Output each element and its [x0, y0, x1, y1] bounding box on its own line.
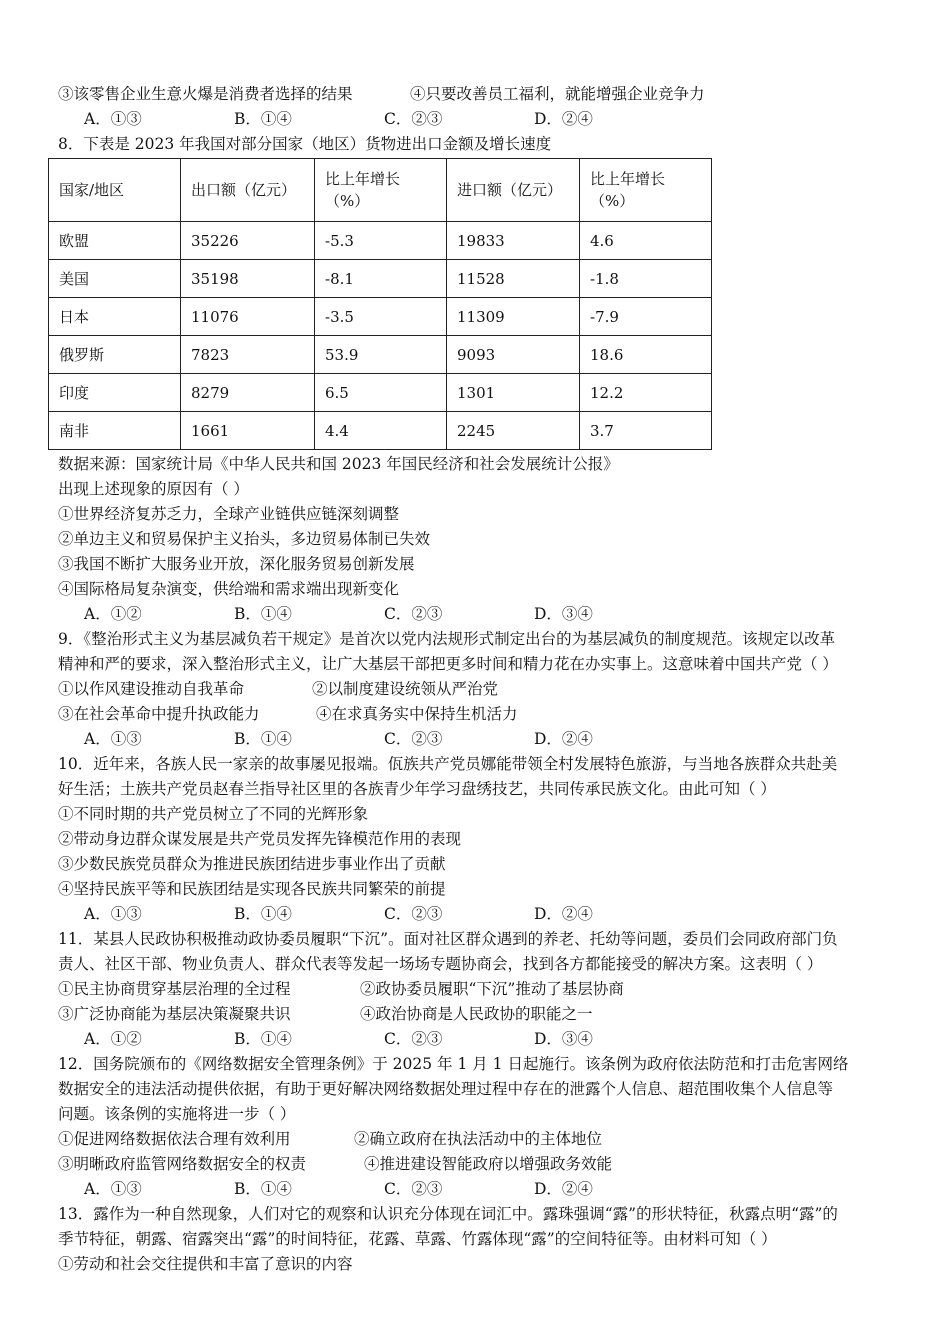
table-header-cell: 比上年增长（%） [580, 159, 712, 222]
q11-item-3: ③广泛协商能为基层决策凝聚共识 [58, 1005, 291, 1023]
q12-stem-line-1: 12．国务院颁布的《网络数据安全管理条例》于 2025 年 1 月 1 日起施行。该条例为政府依法防范和打击危害网络 [58, 1055, 849, 1073]
table-cell: 南非 [49, 412, 181, 450]
q12-item-2: ②确立政府在执法活动中的主体地位 [354, 1130, 603, 1148]
q9-stem-line-2: 精神和严的要求，深入整治形式主义，让广大基层干部把更多时间和精力花在办实事上。这意味着中国共产党（ ） [58, 655, 838, 673]
q12-stem-line-3: 问题。该条例的实施将进一步（ ） [58, 1105, 296, 1123]
q12-items-row-1 [58, 1127, 898, 1152]
q9-options [58, 727, 898, 752]
q12-item-4: ④推进建设智能政府以增强政务效能 [364, 1155, 613, 1173]
q9-stem-line-1: 9．《整治形式主义为基层减负若干规定》是首次以党内法规形式制定出台的为基层减负的制度规范。该规定以改革 [58, 630, 836, 648]
table-cell: 11076 [181, 298, 315, 336]
table-header-row [49, 159, 712, 222]
q9-item-2: ②以制度建设统领从严治党 [312, 680, 499, 698]
table-cell: -8.1 [315, 260, 447, 298]
q13-item-1: ①劳动和社会交往提供和丰富了意识的内容 [58, 1255, 353, 1273]
q10-option-a[interactable]: A．①③ [84, 905, 142, 923]
q11-option-d[interactable]: D．③④ [534, 1030, 593, 1048]
q10-option-b[interactable]: B．①④ [234, 905, 292, 923]
q7-item-3: ③该零售企业生意火爆是消费者选择的结果 [58, 85, 353, 103]
table-row [49, 412, 712, 450]
q7-option-d[interactable]: D．②④ [534, 110, 593, 128]
q12-stem-line-2: 数据安全的违法活动提供依据，有助于更好解决网络数据处理过程中存在的泄露个人信息、超范围收集个人信息等 [58, 1080, 834, 1098]
table-header-cell: 比上年增长（%） [315, 159, 447, 222]
table-cell: -7.9 [580, 298, 712, 336]
q8-item-1: ①世界经济复苏乏力，全球产业链供应链深刻调整 [58, 505, 400, 523]
table-cell: 3.7 [580, 412, 712, 450]
q10-option-d[interactable]: D．②④ [534, 905, 593, 923]
q8-option-d[interactable]: D．③④ [534, 605, 593, 623]
q8-option-b[interactable]: B．①④ [234, 605, 292, 623]
q8-option-a[interactable]: A．①② [84, 605, 142, 623]
q8-stem: 8．下表是 2023 年我国对部分国家（地区）货物进出口金额及增长速度 [58, 135, 552, 153]
q11-options [58, 1027, 898, 1052]
table-row [49, 298, 712, 336]
q9-items-row-2 [58, 702, 898, 727]
q11-item-1: ①民主协商贯穿基层治理的全过程 [58, 980, 291, 998]
q12-item-3: ③明晰政府监管网络数据安全的权责 [58, 1155, 307, 1173]
q10-item-1: ①不同时期的共产党员树立了不同的光辉形象 [58, 805, 369, 823]
table-cell: 9093 [447, 336, 580, 374]
q9-item-4: ④在求真务实中保持生机活力 [316, 705, 518, 723]
q7-option-c[interactable]: C．②③ [384, 110, 443, 128]
q13-stem-line-1: 13．露作为一种自然现象，人们对它的观察和认识充分体现在词汇中。露珠强调“露”的形状特征，秋露点明“露”的 [58, 1205, 838, 1223]
q9-item-1: ①以作风建设推动自我革命 [58, 680, 245, 698]
table-cell: 欧盟 [49, 222, 181, 260]
q9-items-row-1 [58, 677, 898, 702]
q11-stem-line-1: 11．某县人民政协积极推动政协委员履职“下沉”。面对社区群众遇到的养老、托幼等问题，委员们会同政府部门负 [58, 930, 838, 948]
table-cell: 4.4 [315, 412, 447, 450]
table-source: 数据来源：国家统计局《中华人民共和国 2023 年国民经济和社会发展统计公报》 [58, 455, 619, 473]
table-cell: 12.2 [580, 374, 712, 412]
q8-item-4: ④国际格局复杂演变，供给端和需求端出现新变化 [58, 580, 400, 598]
q9-item-3: ③在社会革命中提升执政能力 [58, 705, 260, 723]
table-cell: -1.8 [580, 260, 712, 298]
q10-item-3: ③少数民族党员群众为推进民族团结进步事业作出了贡献 [58, 855, 446, 873]
table-row [49, 222, 712, 260]
q13-stem-line-2: 季节特征，朝露、宿露突出“露”的时间特征，花露、草露、竹露体现“露”的空间特征等。由材料可知（ ） [58, 1230, 777, 1248]
q12-option-a[interactable]: A．①③ [84, 1180, 142, 1198]
table-cell: 美国 [49, 260, 181, 298]
trade-table [48, 158, 712, 450]
q11-stem-line-2: 责人、社区干部、物业负责人、群众代表等发起一场场专题协商会，找到各方都能接受的解决方案。这表明（ ） [58, 955, 823, 973]
q12-option-d[interactable]: D．②④ [534, 1180, 593, 1198]
table-cell: 6.5 [315, 374, 447, 412]
q11-item-2: ②政协委员履职“下沉”推动了基层协商 [360, 980, 624, 998]
table-row [49, 374, 712, 412]
table-cell: 1301 [447, 374, 580, 412]
table-cell: 8279 [181, 374, 315, 412]
table-cell: 11528 [447, 260, 580, 298]
q11-option-a[interactable]: A．①② [84, 1030, 142, 1048]
q8-item-3: ③我国不断扩大服务业开放，深化服务贸易创新发展 [58, 555, 415, 573]
q12-options [58, 1177, 898, 1202]
q12-item-1: ①促进网络数据依法合理有效利用 [58, 1130, 291, 1148]
table-cell: 7823 [181, 336, 315, 374]
table-cell: 1661 [181, 412, 315, 450]
q9-option-a[interactable]: A．①③ [84, 730, 142, 748]
q11-items-row-1 [58, 977, 898, 1002]
table-cell: -5.3 [315, 222, 447, 260]
table-cell: 19833 [447, 222, 580, 260]
table-cell: 俄罗斯 [49, 336, 181, 374]
q7-option-a[interactable]: A．①③ [84, 110, 142, 128]
exam-page [58, 82, 898, 1277]
q9-option-c[interactable]: C．②③ [384, 730, 443, 748]
table-cell: 4.6 [580, 222, 712, 260]
table-header-cell: 出口额（亿元） [181, 159, 315, 222]
q11-option-b[interactable]: B．①④ [234, 1030, 292, 1048]
q10-stem-line-1: 10．近年来，各族人民一家亲的故事屡见报端。佤族共产党员娜能带领全村发展特色旅游，与当地各族群众共赴美 [58, 755, 838, 773]
table-cell: 18.6 [580, 336, 712, 374]
table-cell: 11309 [447, 298, 580, 336]
q12-items-row-2 [58, 1152, 898, 1177]
q8-question: 出现上述现象的原因有（ ） [58, 480, 249, 498]
q11-option-c[interactable]: C．②③ [384, 1030, 443, 1048]
q9-option-d[interactable]: D．②④ [534, 730, 593, 748]
q12-option-c[interactable]: C．②③ [384, 1180, 443, 1198]
table-cell: -3.5 [315, 298, 447, 336]
q10-item-4: ④坚持民族平等和民族团结是实现各民族共同繁荣的前提 [58, 880, 446, 898]
table-cell: 印度 [49, 374, 181, 412]
table-cell: 53.9 [315, 336, 447, 374]
q10-option-c[interactable]: C．②③ [384, 905, 443, 923]
q10-options [58, 902, 898, 927]
table-row [49, 336, 712, 374]
q7-options [58, 107, 898, 132]
q7-items-row [58, 82, 898, 107]
q11-items-row-2 [58, 1002, 898, 1027]
table-row [49, 260, 712, 298]
q11-item-4: ④政治协商是人民政协的职能之一 [360, 1005, 593, 1023]
table-cell: 35198 [181, 260, 315, 298]
q10-item-2: ②带动身边群众谋发展是共产党员发挥先锋模范作用的表现 [58, 830, 462, 848]
table-cell: 35226 [181, 222, 315, 260]
table-cell: 2245 [447, 412, 580, 450]
q8-item-2: ②单边主义和贸易保护主义抬头，多边贸易体制已失效 [58, 530, 431, 548]
table-header-cell: 进口额（亿元） [447, 159, 580, 222]
q8-options [58, 602, 898, 627]
table-cell: 日本 [49, 298, 181, 336]
q8-option-c[interactable]: C．②③ [384, 605, 443, 623]
q12-option-b[interactable]: B．①④ [234, 1180, 292, 1198]
q9-option-b[interactable]: B．①④ [234, 730, 292, 748]
table-header-cell: 国家/地区 [49, 159, 181, 222]
q7-option-b[interactable]: B．①④ [234, 110, 292, 128]
q7-item-4: ④只要改善员工福利，就能增强企业竞争力 [410, 85, 705, 103]
q10-stem-line-2: 好生活；土族共产党员赵春兰指导社区里的各族青少年学习盘绣技艺，共同传承民族文化。由此可知（ ） [58, 780, 776, 798]
